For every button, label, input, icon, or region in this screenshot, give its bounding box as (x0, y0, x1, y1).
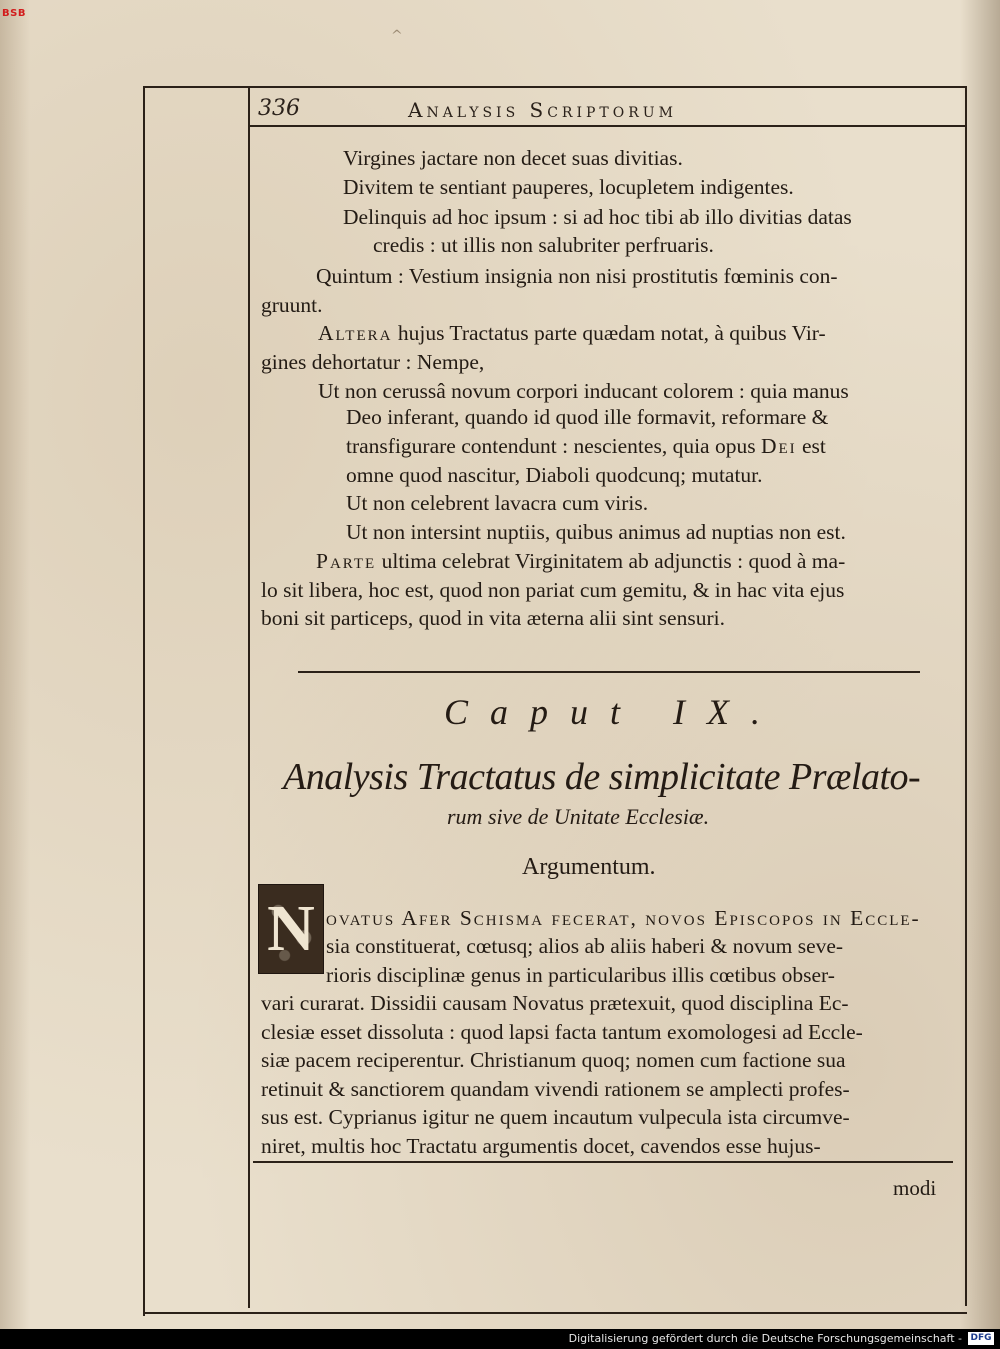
footer-bar (0, 1329, 1000, 1349)
text-line: boni sit particeps, quod in vita æterna alii sint sensuri. (261, 606, 725, 630)
text-line (316, 551, 845, 573)
text-line: Virgines jactare non decet suas divitias. (343, 146, 683, 170)
small-caps-word: Dei (760, 434, 797, 458)
text-line: Ut non celebrent lavacra cum viris. (346, 491, 649, 515)
text-line: siæ pacem reciperentur. Christianum quoq; nomen cum factione sua (261, 1048, 846, 1072)
catchword: modi (893, 1176, 937, 1200)
argumentum-heading: Argumentum. (522, 854, 656, 880)
text-line: gruunt. (261, 293, 323, 317)
library-label: BSB (2, 8, 26, 19)
chapter-subtitle: rum sive de Unitate Ecclesiæ. (447, 804, 710, 829)
text-line: credis : ut illis non salubriter perfruaris. (373, 233, 714, 257)
section-divider (298, 671, 920, 673)
bottom-rule (253, 1161, 953, 1163)
printer-mark: ^ (391, 28, 403, 44)
text-line: sus est. Cyprianus igitur ne quem incautum vulpecula ista circumve- (261, 1105, 850, 1129)
funding-credit: Digitalisierung gefördert durch die Deutsche Forschungsgemeinschaft - (568, 1332, 962, 1345)
text-line (346, 436, 826, 458)
frame-left-outer (143, 86, 145, 1316)
frame-top-rule (143, 86, 967, 88)
text-line: Divitem te sentiant pauperes, locupletem indigentes. (343, 175, 794, 199)
chapter-title: Analysis Tractatus de simplicitate Prælato- (283, 756, 921, 798)
text-line: sia constituerat, cœtusq; alios ab aliis haberi & novum seve- (326, 934, 844, 958)
text-span: hujus Tractatus parte quædam notat, à quibus Vir- (397, 321, 826, 345)
page-number: 336 (258, 96, 300, 121)
text-span: ultima celebrat Virginitatem ab adjunctis : quod à ma- (381, 549, 846, 573)
small-caps-word: Altera (318, 321, 393, 345)
decorated-initial (258, 884, 324, 974)
text-line: clesiæ esset dissoluta : quod lapsi facta tantum exomologesi ad Eccle- (261, 1020, 863, 1044)
text-line: vari curarat. Dissidii causam Novatus prætexuit, quod disciplina Ec- (261, 991, 849, 1015)
text-line: gines dehortatur : Nempe, (261, 350, 485, 374)
text-span: ovatus Afer Schisma fecerat, novos Episcopos in Eccle- (326, 906, 921, 930)
text-line (326, 908, 921, 930)
text-line: retinuit & sanctiorem quandam vivendi rationem se amplecti profes- (261, 1077, 850, 1101)
header-rule (248, 125, 966, 127)
text-line: rioris disciplinæ genus in particularibus illis cœtibus obser- (326, 963, 835, 987)
small-caps-word: Parte (316, 549, 377, 573)
initial-letter: N (267, 892, 315, 965)
text-line: Ut non intersint nuptiis, quibus animus ad nuptias non est. (346, 520, 846, 544)
running-title: Analysis Scriptorum (408, 98, 677, 122)
text-line: Deo inferant, quando id quod ille formavit, reformare & (346, 405, 829, 429)
text-line: lo sit libera, hoc est, quod non pariat cum gemitu, & in hac vita ejus (261, 578, 845, 602)
text-line: Delinquis ad hoc ipsum : si ad hoc tibi ab illo divitias datas (343, 205, 852, 229)
text-line: Ut non cerussâ novum corpori inducant colorem : quia manus (318, 379, 849, 403)
chapter-heading: Caput IX. (444, 692, 782, 732)
text-line (318, 323, 826, 345)
text-line: Quintum : Vestium insignia non nisi prostitutis fœminis con- (316, 264, 838, 288)
text-line: niret, multis hoc Tractatu argumentis docet, cavendos esse hujus- (261, 1134, 821, 1158)
frame-bottom-rule (143, 1312, 967, 1314)
dfg-logo: DFG (968, 1332, 994, 1345)
frame-right (965, 86, 967, 1306)
text-span: transfigurare contendunt : nescientes, quia opus (346, 434, 756, 458)
frame-left-inner (248, 86, 250, 1308)
text-span: est (802, 434, 826, 458)
text-line: omne quod nascitur, Diaboli quodcunq; mutatur. (346, 463, 763, 487)
